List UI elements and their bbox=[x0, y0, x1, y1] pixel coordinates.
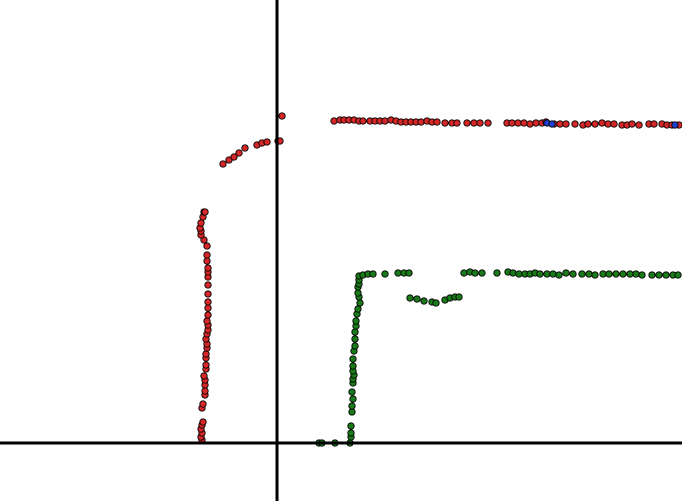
point-green-73 bbox=[633, 271, 639, 277]
point-red-23 bbox=[204, 318, 210, 324]
point-green-6 bbox=[348, 423, 354, 429]
point-red-96 bbox=[592, 121, 598, 127]
point-green-60 bbox=[544, 271, 550, 277]
point-green-25 bbox=[357, 300, 363, 306]
point-red-26 bbox=[205, 299, 211, 305]
point-green-63 bbox=[563, 270, 569, 276]
point-green-52 bbox=[494, 270, 500, 276]
point-green-50 bbox=[472, 270, 478, 276]
point-red-80 bbox=[477, 120, 483, 126]
point-red-5 bbox=[200, 419, 206, 425]
point-red-102 bbox=[629, 121, 635, 127]
point-red-53 bbox=[279, 113, 285, 119]
point-red-92 bbox=[563, 121, 569, 127]
point-red-25 bbox=[205, 305, 211, 311]
point-green-8 bbox=[349, 403, 355, 409]
point-red-81 bbox=[485, 120, 491, 126]
point-green-9 bbox=[350, 396, 356, 402]
point-green-76 bbox=[656, 272, 662, 278]
point-red-47 bbox=[242, 145, 248, 151]
point-red-78 bbox=[464, 120, 470, 126]
point-red-95 bbox=[585, 121, 591, 127]
point-green-27 bbox=[355, 290, 361, 296]
point-green-5 bbox=[348, 430, 354, 436]
point-green-43 bbox=[433, 300, 439, 306]
point-green-55 bbox=[516, 271, 522, 277]
point-red-86 bbox=[527, 121, 533, 127]
point-green-10 bbox=[349, 389, 355, 395]
point-green-38 bbox=[406, 270, 412, 276]
point-green-51 bbox=[479, 270, 485, 276]
point-green-39 bbox=[407, 295, 413, 301]
point-green-74 bbox=[639, 272, 645, 278]
point-green-79 bbox=[675, 272, 681, 278]
point-red-7 bbox=[200, 401, 206, 407]
point-red-87 bbox=[533, 120, 539, 126]
point-green-48 bbox=[461, 270, 467, 276]
point-green-59 bbox=[537, 271, 543, 277]
point-green-35 bbox=[382, 271, 388, 277]
point-green-67 bbox=[592, 272, 598, 278]
point-red-24 bbox=[205, 312, 211, 318]
point-red-39 bbox=[198, 220, 204, 226]
point-blue-1 bbox=[549, 121, 555, 127]
point-green-36 bbox=[395, 270, 401, 276]
point-red-9 bbox=[202, 388, 208, 394]
point-red-27 bbox=[205, 291, 211, 297]
point-green-64 bbox=[570, 271, 576, 277]
point-green-54 bbox=[510, 270, 516, 276]
point-red-46 bbox=[236, 150, 242, 156]
point-red-43 bbox=[220, 161, 226, 167]
point-red-84 bbox=[515, 120, 521, 126]
point-red-64 bbox=[382, 118, 388, 124]
point-red-75 bbox=[442, 120, 448, 126]
point-green-68 bbox=[600, 271, 606, 277]
point-green-20 bbox=[352, 329, 358, 335]
point-red-99 bbox=[611, 121, 617, 127]
point-red-34 bbox=[204, 243, 210, 249]
point-green-72 bbox=[627, 271, 633, 277]
point-green-70 bbox=[613, 271, 619, 277]
point-red-91 bbox=[557, 121, 563, 127]
point-red-97 bbox=[599, 120, 605, 126]
point-green-41 bbox=[421, 298, 427, 304]
point-red-74 bbox=[434, 119, 440, 125]
point-green-34 bbox=[370, 271, 376, 277]
point-green-24 bbox=[355, 306, 361, 312]
point-red-105 bbox=[651, 121, 657, 127]
point-red-33 bbox=[204, 252, 210, 258]
point-green-18 bbox=[352, 343, 358, 349]
point-red-93 bbox=[572, 121, 578, 127]
point-red-12 bbox=[201, 373, 207, 379]
point-green-47 bbox=[456, 294, 462, 300]
point-red-42 bbox=[202, 209, 208, 215]
point-green-7 bbox=[349, 409, 355, 415]
point-red-31 bbox=[205, 265, 211, 271]
point-red-77 bbox=[454, 120, 460, 126]
point-red-50 bbox=[264, 139, 270, 145]
point-green-15 bbox=[350, 363, 356, 369]
point-red-79 bbox=[471, 120, 477, 126]
point-green-22 bbox=[353, 318, 359, 324]
point-red-14 bbox=[203, 362, 209, 368]
point-green-40 bbox=[414, 296, 420, 302]
point-red-103 bbox=[636, 122, 642, 128]
point-green-66 bbox=[586, 271, 592, 277]
point-green-75 bbox=[649, 272, 655, 278]
point-red-54 bbox=[331, 118, 337, 124]
point-red-71 bbox=[418, 119, 424, 125]
point-red-83 bbox=[509, 120, 515, 126]
point-green-65 bbox=[579, 271, 585, 277]
point-red-28 bbox=[205, 282, 211, 288]
point-green-62 bbox=[556, 272, 562, 278]
point-green-69 bbox=[606, 271, 612, 277]
point-green-19 bbox=[352, 336, 358, 342]
point-blue-2 bbox=[672, 122, 678, 128]
point-green-77 bbox=[663, 272, 669, 278]
point-red-98 bbox=[605, 121, 611, 127]
point-green-71 bbox=[620, 271, 626, 277]
point-green-16 bbox=[350, 356, 356, 362]
point-green-61 bbox=[550, 271, 556, 277]
point-red-85 bbox=[521, 120, 527, 126]
point-red-60 bbox=[360, 118, 366, 124]
point-red-16 bbox=[203, 351, 209, 357]
point-red-32 bbox=[204, 258, 210, 264]
